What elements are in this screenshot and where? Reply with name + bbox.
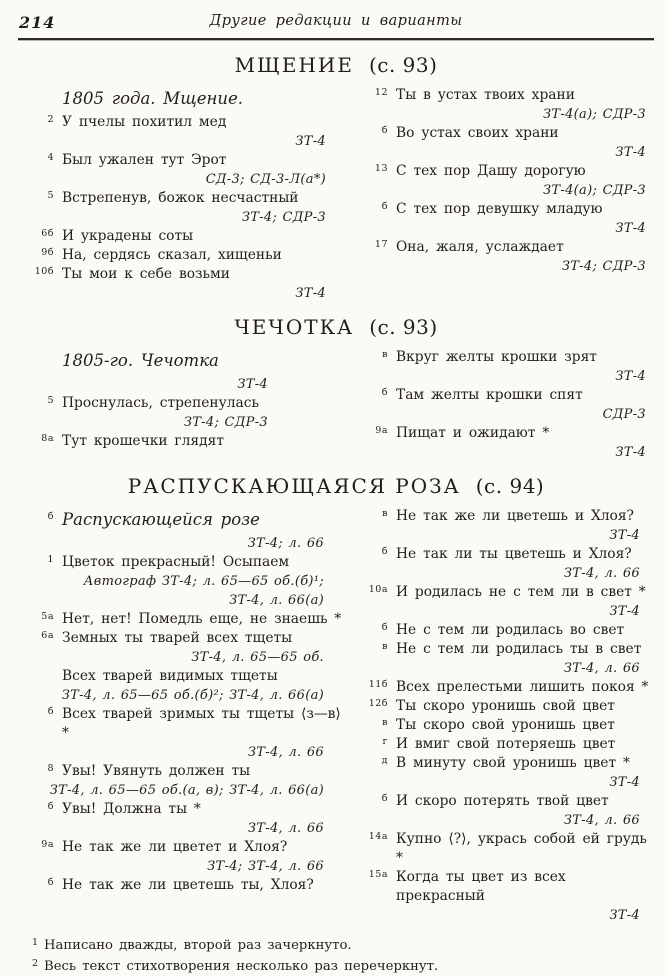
line-number: б (381, 387, 388, 398)
verse-line (352, 507, 654, 526)
line-number: г (382, 736, 388, 747)
siglum-line: ЗТ-4 (609, 908, 640, 923)
siglum-line: ЗТ-4, л. 66(а) (229, 593, 324, 608)
section-title-text: РАСПУСКАЮЩАЯСЯ РОЗА (127, 474, 461, 498)
siglum-line: ЗТ-4; л. 66 (247, 536, 324, 551)
verse-text: Ты в устах твоих храни (396, 87, 575, 103)
verse-line (18, 876, 352, 895)
verse-text: С тех пор девушку младую (396, 201, 603, 217)
verse-text: Всех прелестьми лишить покоя * (396, 679, 649, 695)
section-columns (18, 507, 654, 925)
verse-text: Не так же ли цветешь и Хлоя? (396, 508, 634, 524)
verse-text: И вмиг свой потеряешь цвет (396, 736, 616, 752)
line-number: в (382, 641, 388, 652)
siglum-line: Автограф ЗТ-4; л. 65—65 об.(б)¹; (83, 574, 324, 589)
line-number: 10б (34, 266, 54, 277)
verse-line (352, 792, 654, 811)
verse-text: И украдены соты (62, 228, 194, 244)
verse-line (352, 200, 654, 219)
section-page-ref: (с. 94) (475, 474, 545, 498)
line-number: в (382, 508, 388, 519)
siglum-line: ЗТ-4, л. 65—65 об.(б)²; ЗТ-4, л. 66(а) (61, 688, 324, 703)
siglum-line: ЗТ-4 (295, 286, 326, 301)
verse-text: Ты мои к себе возьми (62, 266, 230, 282)
verse-line (352, 86, 654, 105)
verse-text: Цветок прекрасный! Осыпаем (62, 554, 290, 570)
line-number: 9б (41, 247, 54, 258)
verse-text: Распускающейся розе (62, 510, 260, 529)
verse-text: Был ужален тут Эрот (62, 152, 227, 168)
section-columns (18, 348, 654, 462)
running-head: Другие редакции и варианты (209, 13, 463, 29)
verse-text: Не с тем ли родилась ты в свет (396, 641, 642, 657)
verse-line (352, 640, 654, 659)
line-number: 12б (368, 698, 388, 709)
siglum-line: ЗТ-4 (609, 775, 640, 790)
verse-text: Когда ты цвет из всех прекрасный (396, 869, 566, 904)
verse-line (352, 124, 654, 143)
verse-text: Проснулась, стрепенулась (62, 395, 259, 411)
line-number: 5а (41, 611, 54, 622)
line-number: 17 (374, 239, 388, 250)
line-number: в (382, 717, 388, 728)
verse-line (352, 754, 654, 773)
verse-text: Не так же ли цветешь ты, Хлоя? (62, 877, 314, 893)
column-left (18, 348, 352, 451)
section (18, 314, 654, 462)
section-page-ref: (с. 93) (368, 53, 438, 77)
column-left (18, 507, 352, 895)
sections (18, 52, 654, 925)
verse-line (352, 716, 654, 735)
verse-line (352, 830, 654, 868)
verse-line (18, 227, 352, 246)
siglum-line: ЗТ-4, л. 66 (247, 745, 324, 760)
verse-line (352, 583, 654, 602)
footnotes (18, 935, 654, 977)
siglum-line: ЗТ-4; СДР-3 (183, 415, 268, 430)
verse-text: Пищат и ожидают * (396, 425, 550, 441)
verse-line (18, 800, 352, 819)
verse-text: Не так ли ты цветешь и Хлоя? (396, 546, 632, 562)
verse-line (18, 762, 352, 781)
line-number: 8 (47, 763, 54, 774)
verse-line (18, 394, 352, 413)
verse-line (352, 424, 654, 443)
line-number: б (381, 546, 388, 557)
siglum-line: ЗТ-4; СДР-3 (561, 259, 646, 274)
column-right (352, 348, 654, 462)
verse-line (18, 838, 352, 857)
column-right (352, 86, 654, 276)
verse-text: Не с тем ли родилась во свет (396, 622, 625, 638)
header-rule (18, 38, 654, 41)
verse-line (352, 678, 654, 697)
verse-line (18, 610, 352, 629)
verse-line (352, 621, 654, 640)
verse-line (352, 868, 654, 906)
footnote-text: Написано дважды, второй раз зачеркнуто. (44, 938, 352, 953)
section-title-text: ЧЕЧОТКА (234, 315, 355, 339)
verse-line (18, 246, 352, 265)
verse-text: Ты скоро свой уронишь цвет (396, 717, 615, 733)
verse-text: У пчелы похитил мед (62, 114, 227, 130)
line-number: 5 (47, 395, 54, 406)
verse-text: Там желты крошки спят (396, 387, 583, 403)
line-number: 11б (368, 679, 388, 690)
verse-line (18, 189, 352, 208)
section (18, 473, 654, 925)
siglum-line: ЗТ-4 (615, 445, 646, 460)
column-right (352, 507, 654, 925)
siglum-line: ЗТ-4; СДР-3 (241, 210, 326, 225)
verse-text: Ты скоро уронишь свой цвет (396, 698, 615, 714)
siglum-line: ЗТ-4 (615, 221, 646, 236)
line-number: 14а (368, 831, 388, 842)
siglum-line: ЗТ-4(а); СДР-3 (543, 107, 646, 122)
verse-text: Нет, нет! Помедль еще, не знаешь * (62, 611, 342, 627)
page-header (18, 10, 654, 34)
line-number: 6б (41, 228, 54, 239)
siglum-line: ЗТ-4(а); СДР-3 (543, 183, 646, 198)
siglum-line: ЗТ-4 (615, 145, 646, 160)
poem-heading-line (18, 86, 352, 113)
line-number: б (47, 877, 54, 888)
siglum-line: ЗТ-4, л. 66 (563, 813, 640, 828)
line-number: б (381, 793, 388, 804)
section-page-ref: (с. 93) (369, 315, 438, 339)
verse-line (352, 735, 654, 754)
verse-text: Во устах своих храни (396, 125, 559, 141)
line-number: 15а (368, 869, 388, 880)
line-number: 12 (374, 87, 388, 98)
verse-text: И родилась не с тем ли в свет * (396, 584, 646, 600)
footnote-number: 2 (31, 958, 38, 969)
verse-line (18, 629, 352, 648)
verse-text: Вкруг желты крошки зрят (396, 349, 597, 365)
verse-line (18, 265, 352, 284)
verse-text: 1805 года. Мщение. (62, 89, 243, 108)
siglum-line: ЗТ-4 (237, 377, 268, 392)
siglum-line: ЗТ-4 (609, 604, 640, 619)
verse-text: Земных ты тварей всех тщеты (62, 630, 293, 646)
siglum-line: ЗТ-4 (295, 134, 326, 149)
section-title (18, 52, 654, 78)
page-number: 214 (19, 13, 56, 32)
line-number: б (381, 622, 388, 633)
section (18, 52, 654, 303)
siglum-line: ЗТ-4 (615, 369, 646, 384)
verse-text: 1805-го. Чечотка (62, 351, 219, 370)
line-number: 13 (374, 163, 388, 174)
line-number: в (382, 349, 388, 360)
verse-line (352, 545, 654, 564)
line-number: б (47, 706, 54, 717)
line-number: 8а (41, 433, 54, 444)
verse-line (18, 667, 352, 686)
verse-text: С тех пор Дашу дорогую (396, 163, 586, 179)
siglum-line: ЗТ-4, л. 65—65 об.(а, в); ЗТ-4, л. 66(а) (49, 783, 324, 798)
line-number: б (381, 125, 388, 136)
footnote-line (18, 935, 654, 956)
verse-line (18, 151, 352, 170)
verse-line (18, 705, 352, 743)
line-number: 5 (47, 190, 54, 201)
poem-heading-line (18, 507, 352, 534)
siglum-line: СДР-3 (602, 407, 646, 422)
verse-text: Купно ⟨?⟩, укрась собой ей грудь * (396, 831, 647, 866)
verse-line (352, 162, 654, 181)
verse-line (18, 432, 352, 451)
line-number: б (47, 801, 54, 812)
line-number: 4 (47, 152, 54, 163)
section-title-text: МЩЕНИЕ (234, 53, 354, 77)
verse-text: Не так же ли цветет и Хлоя? (62, 839, 288, 855)
verse-line (352, 386, 654, 405)
line-number: 10а (368, 584, 388, 595)
verse-text: Тут крошечки глядят (62, 433, 224, 449)
verse-text: Всех тварей зримых ты тщеты ⟨з—в⟩ * (62, 706, 341, 741)
column-left (18, 86, 352, 303)
footnote-number: 1 (31, 937, 38, 948)
siglum-line: ЗТ-4, л. 66 (247, 821, 324, 836)
siglum-line: ЗТ-4, л. 66 (563, 566, 640, 581)
verse-text: И скоро потерять твой цвет (396, 793, 609, 809)
footnote-line (18, 956, 654, 977)
verse-line (18, 113, 352, 132)
siglum-line: ЗТ-4; ЗТ-4, л. 66 (207, 859, 324, 874)
line-number: 2 (47, 114, 54, 125)
verse-text: Всех тварей видимых тщеты (62, 668, 278, 684)
verse-text: Увы! Должна ты * (62, 801, 201, 817)
verse-line (18, 553, 352, 572)
footnote-text: Весь текст стихотворения несколько раз перечеркнут. (44, 959, 439, 974)
verse-text: Она, жаля, услаждает (396, 239, 564, 255)
verse-text: Встрепенув, божок несчастный (62, 190, 299, 206)
line-number: 9а (41, 839, 54, 850)
verse-line (352, 348, 654, 367)
section-title (18, 314, 654, 340)
section-title (18, 473, 654, 499)
verse-text: На, сердясь сказал, хищеньи (62, 247, 282, 263)
line-number: 9а (375, 425, 388, 436)
line-number: 1 (47, 554, 54, 565)
siglum-line: ЗТ-4, л. 65—65 об. (191, 650, 324, 665)
verse-line (352, 697, 654, 716)
line-number: б (381, 201, 388, 212)
siglum-line: СД-3; СД-3-Л(а*) (205, 172, 326, 187)
line-number: 6а (41, 630, 54, 641)
verse-line (352, 238, 654, 257)
line-number: б (47, 511, 54, 522)
verse-text: Увы! Увянуть должен ты (62, 763, 251, 779)
siglum-line: ЗТ-4 (609, 528, 640, 543)
poem-heading-line (18, 348, 352, 375)
section-columns (18, 86, 654, 303)
line-number: д (381, 755, 388, 766)
siglum-line: ЗТ-4, л. 66 (563, 661, 640, 676)
verse-text: В минуту свой уронишь цвет * (396, 755, 630, 771)
